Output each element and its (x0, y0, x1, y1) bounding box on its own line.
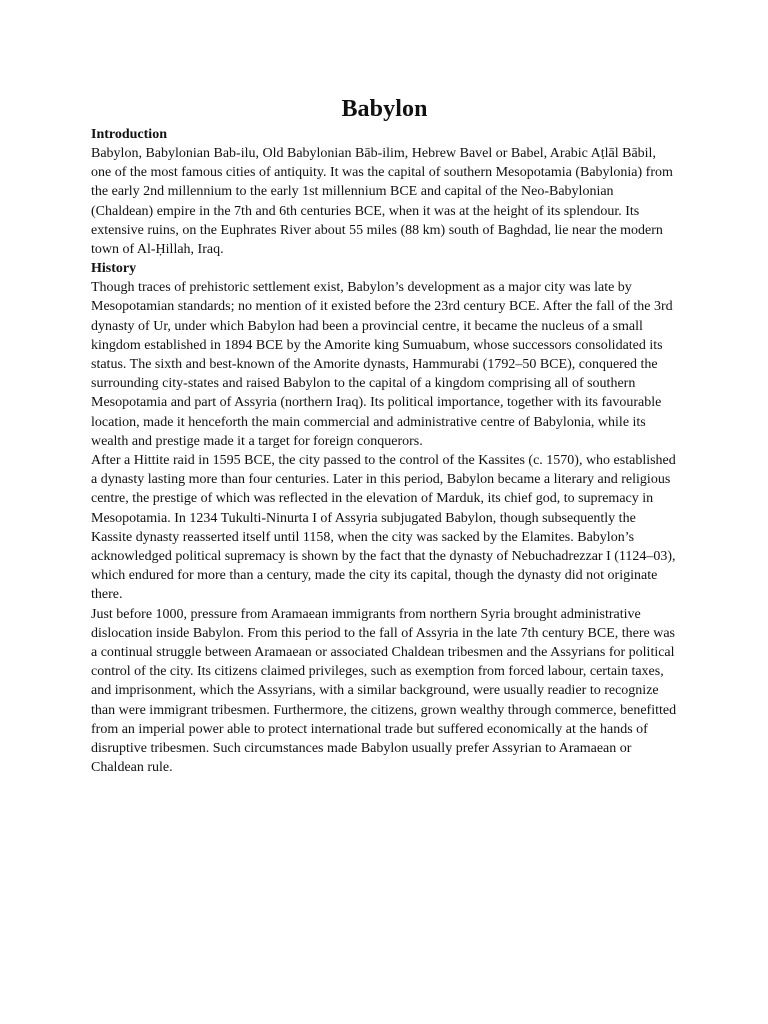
paragraph-introduction: Babylon, Babylonian Bab-ilu, Old Babylonian Bāb-ilim, Hebrew Bavel or Babel, Arabic Aṭlāl Bābil, one of the most famous cities of antiquity. It was the capital of southern Mesopotamia (Babylonia) from the early 2nd millennium to the early 1st millennium BCE and capital of the Neo-Babylonian (Chaldean) empire in the 7th and 6th centuries BCE, when it was at the height of its splendour. Its extensive ruins, on the Euphrates River about 55 miles (88 km) south of Baghdad, lie near the modern town of Al-Ḥillah, Iraq. (91, 146, 673, 258)
paragraph-history-1: Though traces of prehistoric settlement exist, Babylon’s development as a major city was late by Mesopotamian standards; no mention of it existed before the 23rd century BCE. After the fall of the 3rd dynasty of Ur, under which Babylon had been a provincial centre, it became the nucleus of a small kingdom established in 1894 BCE by the Amorite king Sumuabum, whose successors consolidated its status. The sixth and best-known of the Amorite dynasts, Hammurabi (1792–50 BCE), conquered the surrounding city-states and raised Babylon to the capital of a kingdom comprising all of southern Mesopotamia and part of Assyria (northern Iraq). Its political importance, together with its favourable location, made it henceforth the main commercial and administrative centre of Babylonia, while its wealth and prestige made it a target for foreign conquerors. (91, 280, 673, 449)
section-heading-introduction: Introduction (91, 127, 167, 142)
section-heading-history: History (91, 261, 137, 277)
section-history (91, 259, 678, 777)
paragraph-history-3: Just before 1000, pressure from Aramaean immigrants from northern Syria brought administrative dislocation inside Babylon. From this period to the fall of Assyria in the late 7th century BCE, there was a continual struggle between Aramaean or associated Chaldean tribesmen and the Assyrians for political control of the city. Its citizens claimed privileges, such as exemption from forced labour, certain taxes, and imprisonment, which the Assyrians, with a similar background, were usually readier to recognize than were immigrant tribesmen. Furthermore, the citizens, grown wealthy through commerce, benefitted from an imperial power able to protect international trade but suffered economically at the hands of disruptive tribesmen. Such circumstances made Babylon usually prefer Assyrian to Aramaean or Chaldean rule. (91, 606, 677, 776)
document-title: Babylon (341, 96, 428, 122)
section-introduction (91, 125, 678, 259)
paragraph-history-2: After a Hittite raid in 1595 BCE, the city passed to the control of the Kassites (c. 1570), who established a dynasty lasting more than four centuries. Later in this period, Babylon became a literary and religious centre, the prestige of which was reflected in the elevation of Marduk, its chief god, to supremacy in Mesopotamia. In 1234 Tukulti-Ninurta I of Assyria subjugated Babylon, though subsequently the Kassite dynasty reasserted itself until 1158, when the city was sacked by the Elamites. Babylon’s acknowledged political supremacy is shown by the fact that the dynasty of Nebuchadrezzar I (1124–03), which endured for more than a century, made the city its capital, though the dynasty did not originate there. (91, 453, 676, 603)
